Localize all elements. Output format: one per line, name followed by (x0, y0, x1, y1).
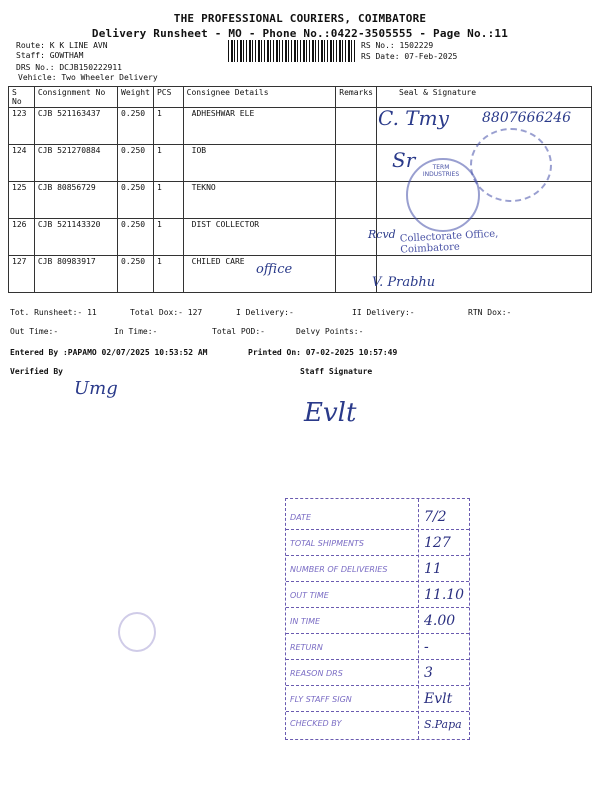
stamp-value: 7/2 (424, 509, 447, 525)
cell-remarks (336, 256, 377, 293)
company-title: THE PROFESSIONAL COURIERS, COIMBATORE (173, 12, 427, 25)
stamp-label: IN TIME (290, 617, 321, 626)
cell-consignee: CHILED CARE (183, 256, 336, 293)
ii-delivery: II Delivery:- (352, 308, 415, 317)
delvy-points: Delvy Points:- (296, 327, 364, 336)
vehicle-label: Vehicle: Two Wheeler Delivery (18, 73, 158, 82)
cell-consignment: CJB 521270884 (34, 145, 117, 182)
stamp-row-return (286, 637, 469, 660)
stamp-label: CHECKED BY (290, 719, 342, 728)
cell-weight: 0.250 (118, 182, 154, 219)
stamp-row-date (286, 507, 469, 530)
entered-by: Entered By :PAPAMO 02/07/2025 10:53:52 AM (10, 348, 208, 357)
col-sno: S No (9, 87, 35, 108)
cell-weight: 0.250 (118, 145, 154, 182)
faint-stamp-mark (118, 612, 156, 652)
i-delivery: I Delivery:- (236, 308, 294, 317)
total-pod: Total POD:- (212, 327, 265, 336)
stamp-row-total-shipments (286, 533, 469, 556)
stamp-value: - (424, 639, 429, 655)
stamp-value: 11 (424, 561, 442, 577)
cell-consignee: TEKNO (183, 182, 336, 219)
round-seal-faint (470, 128, 552, 202)
cell-remarks (336, 108, 377, 145)
rs-date: RS Date: 07-Feb-2025 (361, 52, 458, 61)
stamp-label: TOTAL SHIPMENTS (290, 539, 364, 548)
row5-office-handwritten: office (256, 262, 293, 277)
row2-signature: Sr (392, 148, 416, 172)
verified-by-label: Verified By (10, 367, 63, 376)
in-time: In Time:- (114, 327, 158, 336)
printed-on: Printed On: 07-02-2025 10:57:49 (248, 348, 398, 357)
table-row (9, 256, 592, 293)
runsheet-subtitle: Delivery Runsheet - MO - Phone No.:0422-3505555 - Page No.:11 (91, 27, 509, 40)
cell-sno: 125 (9, 182, 35, 219)
cell-sno: 123 (9, 108, 35, 145)
verified-signature: Umg (74, 378, 118, 399)
route-label: Route: K K LINE AVN (16, 41, 108, 50)
stamp-label: RETURN (290, 643, 323, 652)
cell-consignment: CJB 521143320 (34, 219, 117, 256)
col-seal: Seal & Signature (377, 87, 592, 108)
round-seal-text: TERM INDUSTRIES (422, 164, 460, 178)
cell-pcs: 1 (153, 182, 183, 219)
col-remarks: Remarks (336, 87, 377, 108)
stamp-value: 3 (424, 665, 433, 681)
cell-sno: 124 (9, 145, 35, 182)
stamp-label: NUMBER OF DELIVERIES (290, 565, 388, 574)
cell-remarks (336, 182, 377, 219)
rs-no: RS No.: 1502229 (361, 41, 434, 50)
cell-weight: 0.250 (118, 256, 154, 293)
staff-signature-label: Staff Signature (300, 367, 373, 376)
collectorate-seal-text: Collectorate Office, Coimbatore (399, 228, 499, 256)
stamp-value: Evlt (424, 691, 453, 707)
row1-phone-handwritten: 8807666246 (482, 110, 572, 126)
cell-pcs: 1 (153, 256, 183, 293)
barcode (228, 40, 356, 62)
out-time: Out Time:- (10, 327, 59, 336)
cell-pcs: 1 (153, 145, 183, 182)
drs-label: DRS No.: DCJB150222911 (16, 63, 122, 72)
stamp-value: 4.00 (424, 613, 456, 629)
col-consignee: Consignee Details (183, 87, 336, 108)
total-dox: Total Dox:- 127 (130, 308, 203, 317)
cell-sno: 126 (9, 219, 35, 256)
cell-consignment: CJB 80983917 (34, 256, 117, 293)
staff-signature: Evlt (304, 398, 357, 428)
row5-signature: V. Prabhu (372, 275, 436, 290)
cell-pcs: 1 (153, 108, 183, 145)
col-pcs: PCS (153, 87, 183, 108)
cell-consignee: IOB (183, 145, 336, 182)
cell-consignee: DIST COLLECTOR (183, 219, 336, 256)
cell-weight: 0.250 (118, 108, 154, 145)
cell-pcs: 1 (153, 219, 183, 256)
stamp-row-checked-by (286, 713, 469, 735)
stamp-row-in-time (286, 611, 469, 634)
row4-signature: Rcvd (368, 228, 396, 241)
stamp-row-deliveries (286, 559, 469, 582)
tot-runsheet: Tot. Runsheet:- 11 (10, 308, 97, 317)
delivery-stamp-box (285, 498, 470, 740)
stamp-value: S.Papa (424, 718, 462, 731)
cell-consignment: CJB 80856729 (34, 182, 117, 219)
stamp-label: FLY STAFF SIGN (290, 695, 352, 704)
cell-remarks (336, 145, 377, 182)
col-weight: Weight (118, 87, 154, 108)
cell-weight: 0.250 (118, 219, 154, 256)
stamp-value: 11.10 (424, 587, 465, 603)
stamp-label: DATE (290, 513, 311, 522)
stamp-label: REASON DRS (290, 669, 343, 678)
cell-consignee: ADHESHWAR ELE (183, 108, 336, 145)
table-header-row (9, 87, 592, 108)
cell-sno: 127 (9, 256, 35, 293)
staff-label: Staff: GOWTHAM (16, 51, 84, 60)
col-consignment: Consignment No (34, 87, 117, 108)
row1-signature: C. Tmy (378, 106, 449, 130)
stamp-row-reason (286, 663, 469, 686)
stamp-row-out-time (286, 585, 469, 608)
cell-consignment: CJB 521163437 (34, 108, 117, 145)
stamp-row-staff-sign (286, 689, 469, 712)
stamp-label: OUT TIME (290, 591, 329, 600)
rtn-dox: RTN Dox:- (468, 308, 512, 317)
stamp-value: 127 (424, 535, 451, 551)
